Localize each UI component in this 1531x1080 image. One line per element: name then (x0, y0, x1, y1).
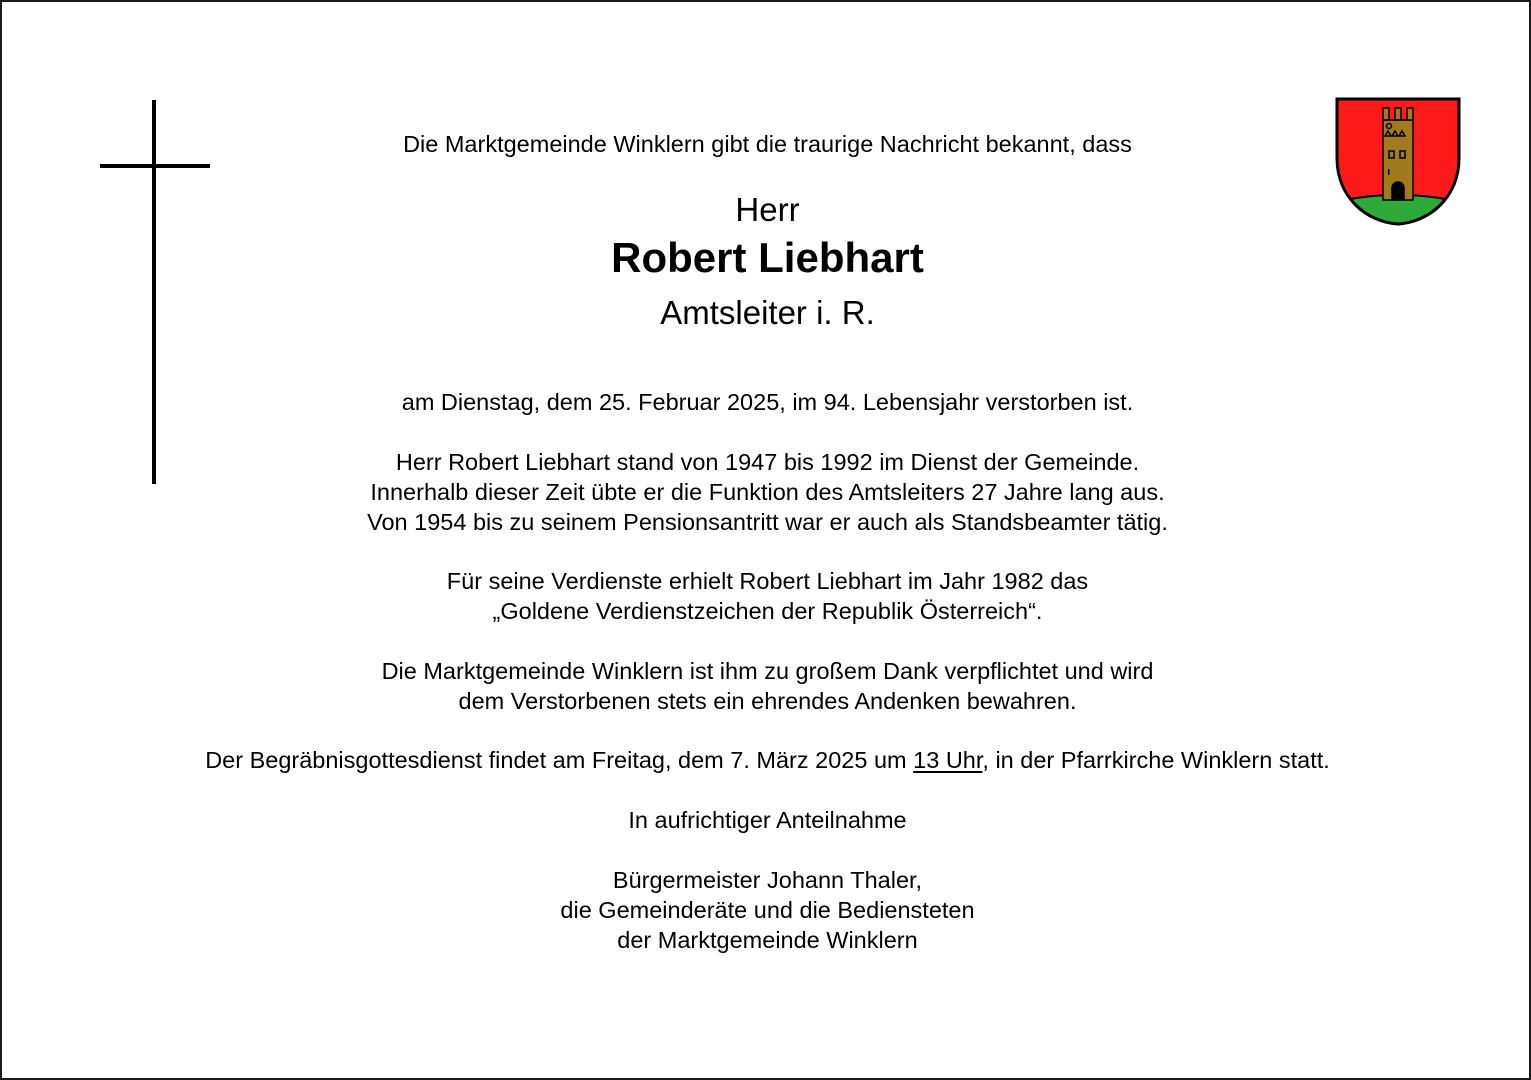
career-line-1: Herr Robert Liebhart stand von 1947 bis 1992 im Dienst der Gemeinde. (395, 449, 1140, 475)
intro-text: Die Marktgemeinde Winklern gibt die traurige Nachricht bekannt, dass (403, 131, 1132, 157)
salutation: Herr (735, 191, 800, 228)
funeral-time: 13 Uhr (913, 747, 983, 773)
closing-text: In aufrichtiger Anteilnahme (628, 807, 907, 833)
signature-line-1: Bürgermeister Johann Thaler, (612, 867, 923, 893)
thanks-line-1: Die Marktgemeinde Winklern ist ihm zu großem Dank verpflichtet und wird (381, 658, 1154, 684)
deceased-title: Amtsleiter i. R. (660, 294, 875, 331)
death-date-text: am Dienstag, dem 25. Februar 2025, im 94. Lebensjahr verstorben ist. (401, 389, 1134, 415)
award-line-2: „Goldene Verdienstzeichen der Republik Österreich“. (492, 598, 1043, 624)
thanks-line-2: dem Verstorbenen stets ein ehrendes Andenken bewahren. (458, 688, 1077, 714)
signature-line-2: die Gemeinderäte und die Bediensteten (560, 897, 975, 923)
signature-line-3: der Marktgemeinde Winklern (617, 927, 918, 953)
funeral-text (2, 745, 1531, 775)
career-line-3: Von 1954 bis zu seinem Pensionsantritt war er auch als Standsbeamter tätig. (367, 509, 1168, 535)
funeral-text-before: Der Begräbnisgottesdienst findet am Freitag, dem 7. März 2025 um (205, 747, 914, 773)
funeral-text-after: , in der Pfarrkirche Winklern statt. (982, 747, 1330, 773)
award-line-1: Für seine Verdienste erhielt Robert Liebhart im Jahr 1982 das (446, 568, 1089, 594)
career-line-2: Innerhalb dieser Zeit übte er die Funktion des Amtsleiters 27 Jahre lang aus. (370, 479, 1165, 505)
deceased-name: Robert Liebhart (611, 234, 924, 281)
